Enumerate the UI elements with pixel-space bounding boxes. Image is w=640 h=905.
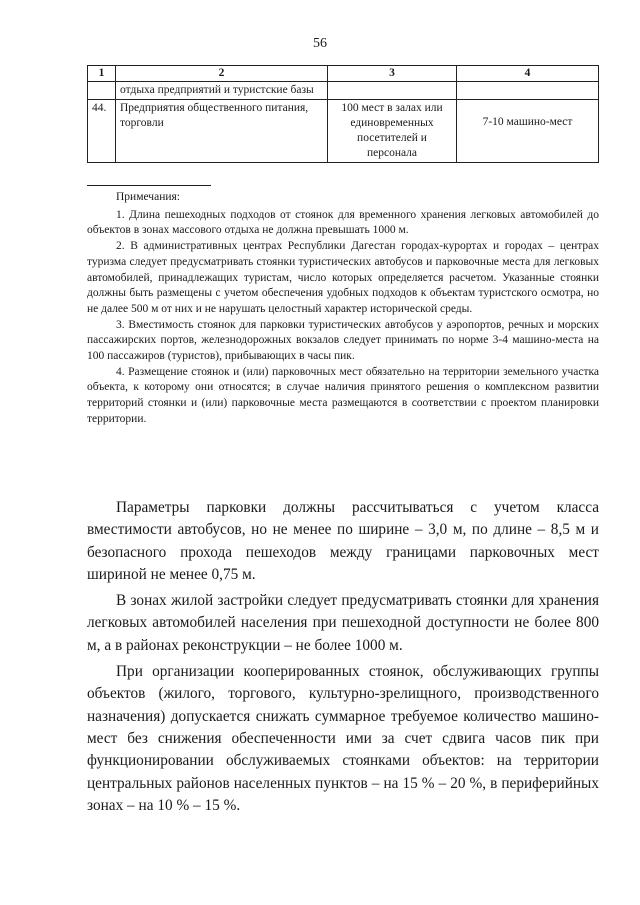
table-row [88, 100, 599, 163]
table-cell-num [88, 82, 116, 100]
table-cell-unit: 100 мест в залах или единовременных посетителей и персонала [328, 100, 457, 163]
note-item: 1. Длина пешеходных подходов от стоянок для временного хранения легковых автомобилей до объектов в зонах массового отдыха не должна превышать 1000 м. [87, 208, 599, 237]
table-header-cell: 3 [328, 66, 457, 82]
parking-norms-table [87, 65, 599, 163]
spaces-value: 7-10 машино-мест [482, 116, 573, 128]
table-row [88, 82, 599, 100]
table-cell-num: 44. [88, 100, 116, 163]
body-text [87, 497, 599, 821]
note-item: 2. В административных центрах Республики Дагестан городах-курортах и городах – центрах туризма следует предусматривать стоянки туристических автобусов и парковочные места для легковых автомобилей, принадлежащих туристам, число которых определяется расчетом. Указанные стоянки должны быть размещены с учетом обеспечения удобных подходов к объектам туристского осмотра, но не далее 500 м от них и не нарушать целостный характер исторической среды. [87, 240, 599, 315]
table-header-cell: 1 [88, 66, 116, 82]
table-cell-object: отдыха предприятий и туристские базы [116, 82, 328, 100]
table-header-cell: 4 [457, 66, 599, 82]
note-item: 4. Размещение стоянок и (или) парковочных мест обязательно на территории земельного участка объекта, к которому они относятся; в случае наличия принятого решения о комплексном развитии территорий стоянки и (или) парковочные места размещаются в соответствии с проектом планировки территории. [87, 365, 599, 425]
note-item: 3. Вместимость стоянок для парковки туристических автобусов у аэропортов, речных и морских пассажирских портов, железнодорожных вокзалов следует принимать по норме 3-4 машино-места на 100 пассажиров (туристов), прибывающих в часы пик. [87, 318, 599, 363]
table-cell-unit [328, 82, 457, 100]
notes-section [87, 190, 599, 428]
page-number: 56 [313, 36, 327, 51]
table-cell-object: Предприятия общественного питания, торговли [116, 100, 328, 163]
notes-divider [87, 185, 211, 186]
body-paragraph: Параметры парковки должны рассчитываться с учетом класса вместимости автобусов, но не менее по ширине – 3,0 м, по длине – 8,5 м и безопасного прохода пешеходов между границами парковочных мест шириной не менее 0,75 м. [87, 499, 599, 583]
body-paragraph: При организации кооперированных стоянок, обслуживающих группы объектов (жилого, торгового, культурно-зрелищного, производственного назначения) допускается снижать суммарное требуемое количество машино-мест без снижения обеспеченности ими за счет сдвига часов пик при функционировании обслуживаемых стоянками объектов: на территории центральных районов населенных пунктов – на 15 % – 20 %, в периферийных зонах – на 10 % – 15 %. [87, 663, 599, 814]
table-header-row [88, 66, 599, 82]
body-paragraph: В зонах жилой застройки следует предусматривать стоянки для хранения легковых автомобилей населения при пешеходной доступности не более 800 м, а в районах реконструкции – не более 1000 м. [87, 592, 599, 654]
table-cell-spaces [457, 100, 599, 163]
notes-heading: Примечания: [116, 191, 180, 203]
table-cell-spaces [457, 82, 599, 100]
table-header-cell: 2 [116, 66, 328, 82]
